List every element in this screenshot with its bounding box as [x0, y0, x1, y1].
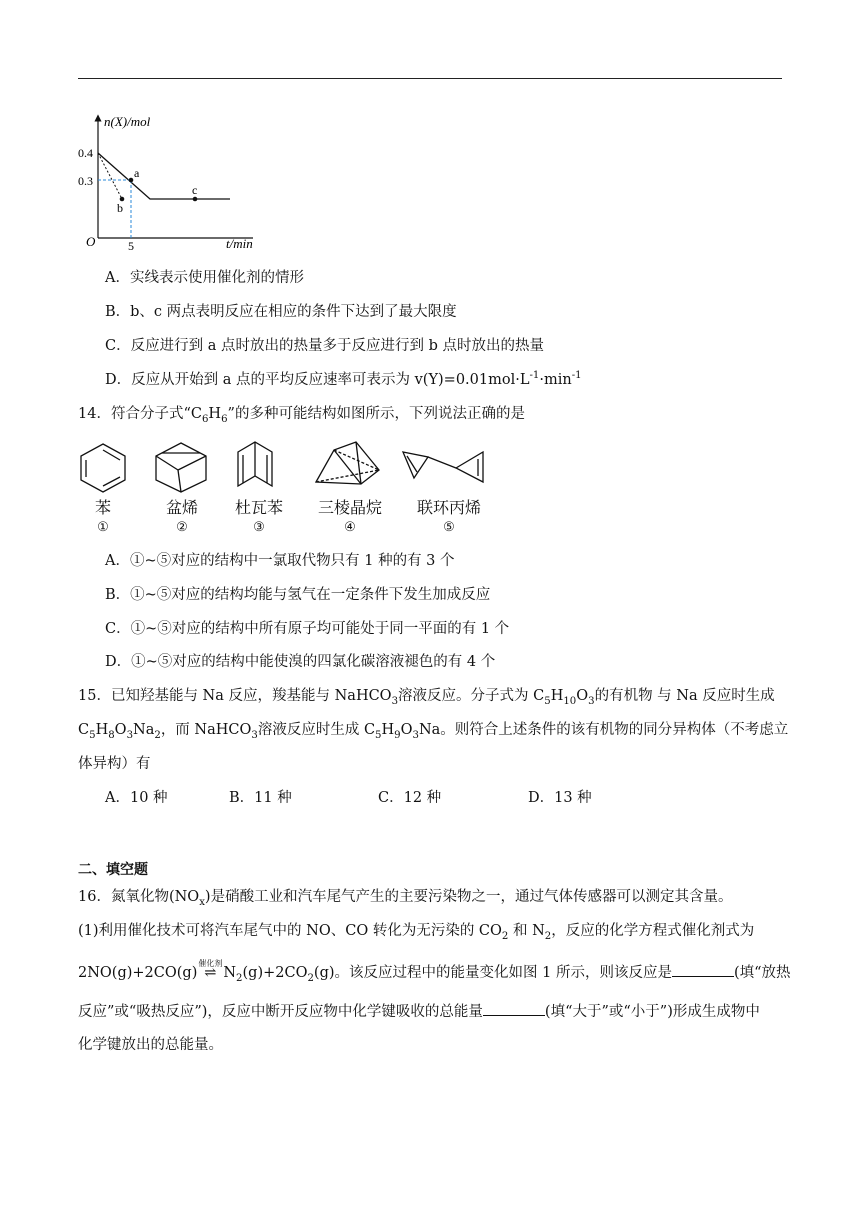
- q13-option-d: D．反应从开始到 a 点的平均反应速率可表示为 $v(Y)=0.01mol\cdot L^{-1}\cdot\min^{-1}$: [105, 370, 582, 388]
- molecule-name-3: 杜瓦苯: [234, 498, 283, 517]
- solid-line: [98, 153, 230, 199]
- y-axis-label: n(X)/mol: [104, 114, 151, 129]
- molecule-num-3: ③: [253, 520, 265, 535]
- prismane-structure: [316, 442, 379, 484]
- q13-option-c: C．反应进行到 a 点时放出的热量多于反应进行到 b 点时放出的热量: [105, 338, 544, 354]
- label-b: b: [117, 201, 123, 215]
- q15-line-3: 体异构）有: [78, 756, 151, 772]
- header-rule: [78, 78, 782, 79]
- label-c: c: [192, 183, 198, 197]
- y-tick-04: 0.4: [78, 146, 93, 160]
- molecule-name-4: 三棱晶烷: [317, 498, 382, 517]
- q13-option-a: A．实线表示使用催化剂的情形: [105, 270, 304, 286]
- q16-line-1: 16．氮氧化物$(NO_x)$是硝酸工业和汽车尾气产生的主要污染物之一，通过气体传感器可以测定其含量。: [78, 889, 733, 908]
- blank-1[interactable]: [672, 962, 734, 977]
- molecule-num-5: ⑤: [443, 520, 455, 535]
- molecule-num-4: ④: [344, 520, 356, 535]
- y-tick-03: 0.3: [78, 174, 93, 188]
- point-a: [129, 178, 134, 183]
- reaction-graph: [78, 108, 268, 256]
- bicyclopropenyl-structure: [403, 452, 483, 482]
- dotted-line: [98, 153, 122, 199]
- dewar-benzene-structure: [238, 442, 272, 486]
- q16-line-5: 化学键放出的总能量。: [78, 1037, 223, 1053]
- point-c: [193, 197, 198, 202]
- benzene-structure: [81, 444, 125, 492]
- molecule-name-2: 盆烯: [165, 498, 198, 517]
- catalyst-arrow: 催化剂 ⇌: [198, 959, 223, 981]
- molecule-name-5: 联环丙烯: [416, 498, 481, 517]
- q15-line-2: $C_5H_8O_3Na_2$，而 NaHCO$_3$溶液反应时生成 $C_5H_9O_3Na$。则符合上述条件的该有机物的同分异构体（不考虑立: [78, 722, 789, 741]
- benzvalene-structure: [156, 443, 206, 492]
- q16-line-2: (1)利用催化技术可将汽车尾气中的 NO、CO 转化为无污染的 $CO_2$ 和 $N_2$，反应的化学方程式催化剂式为: [78, 923, 755, 942]
- origin-label: O: [86, 234, 96, 249]
- molecule-structures: [76, 440, 496, 495]
- q15-option-b: B．11 种: [229, 790, 292, 806]
- q16-line-3: 2NO(g)+2CO(g) 催化剂 ⇌ $N_2(g)+2CO_2(g)$。该反应过程中的能量变化如图 1 所示，则该反应是 (填“放热: [78, 959, 791, 984]
- q14-option-d: D．①~⑤对应的结构中能使溴的四氯化碳溶液褪色的有 4 个: [105, 654, 496, 670]
- q16-line-4: 反应”或“吸热反应”)，反应中断开反应物中化学键吸收的总能量 (填“大于”或“小于”)形成生成物中: [78, 1001, 760, 1022]
- section-heading: 二、填空题: [78, 862, 148, 878]
- blank-2[interactable]: [483, 1001, 545, 1016]
- q14-option-b: B．①~⑤对应的结构均能与氢气在一定条件下发生加成反应: [105, 587, 491, 603]
- q15-option-c: C．12 种: [378, 790, 442, 806]
- q15-line-1: 15．已知羟基能与 Na 反应，羧基能与 NaHCO$_3$溶液反应。分子式为 $C_5H_{10}O_3$的有机物 与 Na 反应时生成: [78, 688, 775, 707]
- molecule-num-1: ①: [97, 520, 109, 535]
- q14-option-a: A．①~⑤对应的结构中一氯取代物只有 1 种的有 3 个: [105, 553, 455, 569]
- q14-option-c: C．①~⑤对应的结构中所有原子均可能处于同一平面的有 1 个: [105, 621, 510, 637]
- q15-option-a: A．10 种: [105, 790, 168, 806]
- label-a: a: [134, 166, 140, 180]
- q15-option-d: D．13 种: [528, 790, 592, 806]
- x-tick-5: 5: [128, 239, 134, 253]
- q14-stem: 14．符合分子式“$C_6H_6$”的多种可能结构如图所示，下列说法正确的是: [78, 406, 525, 425]
- molecule-num-2: ②: [176, 520, 188, 535]
- x-axis-label: t/min: [226, 236, 253, 251]
- molecule-name-1: 苯: [94, 498, 111, 517]
- q13-option-b: B．b、c 两点表明反应在相应的条件下达到了最大限度: [105, 304, 457, 320]
